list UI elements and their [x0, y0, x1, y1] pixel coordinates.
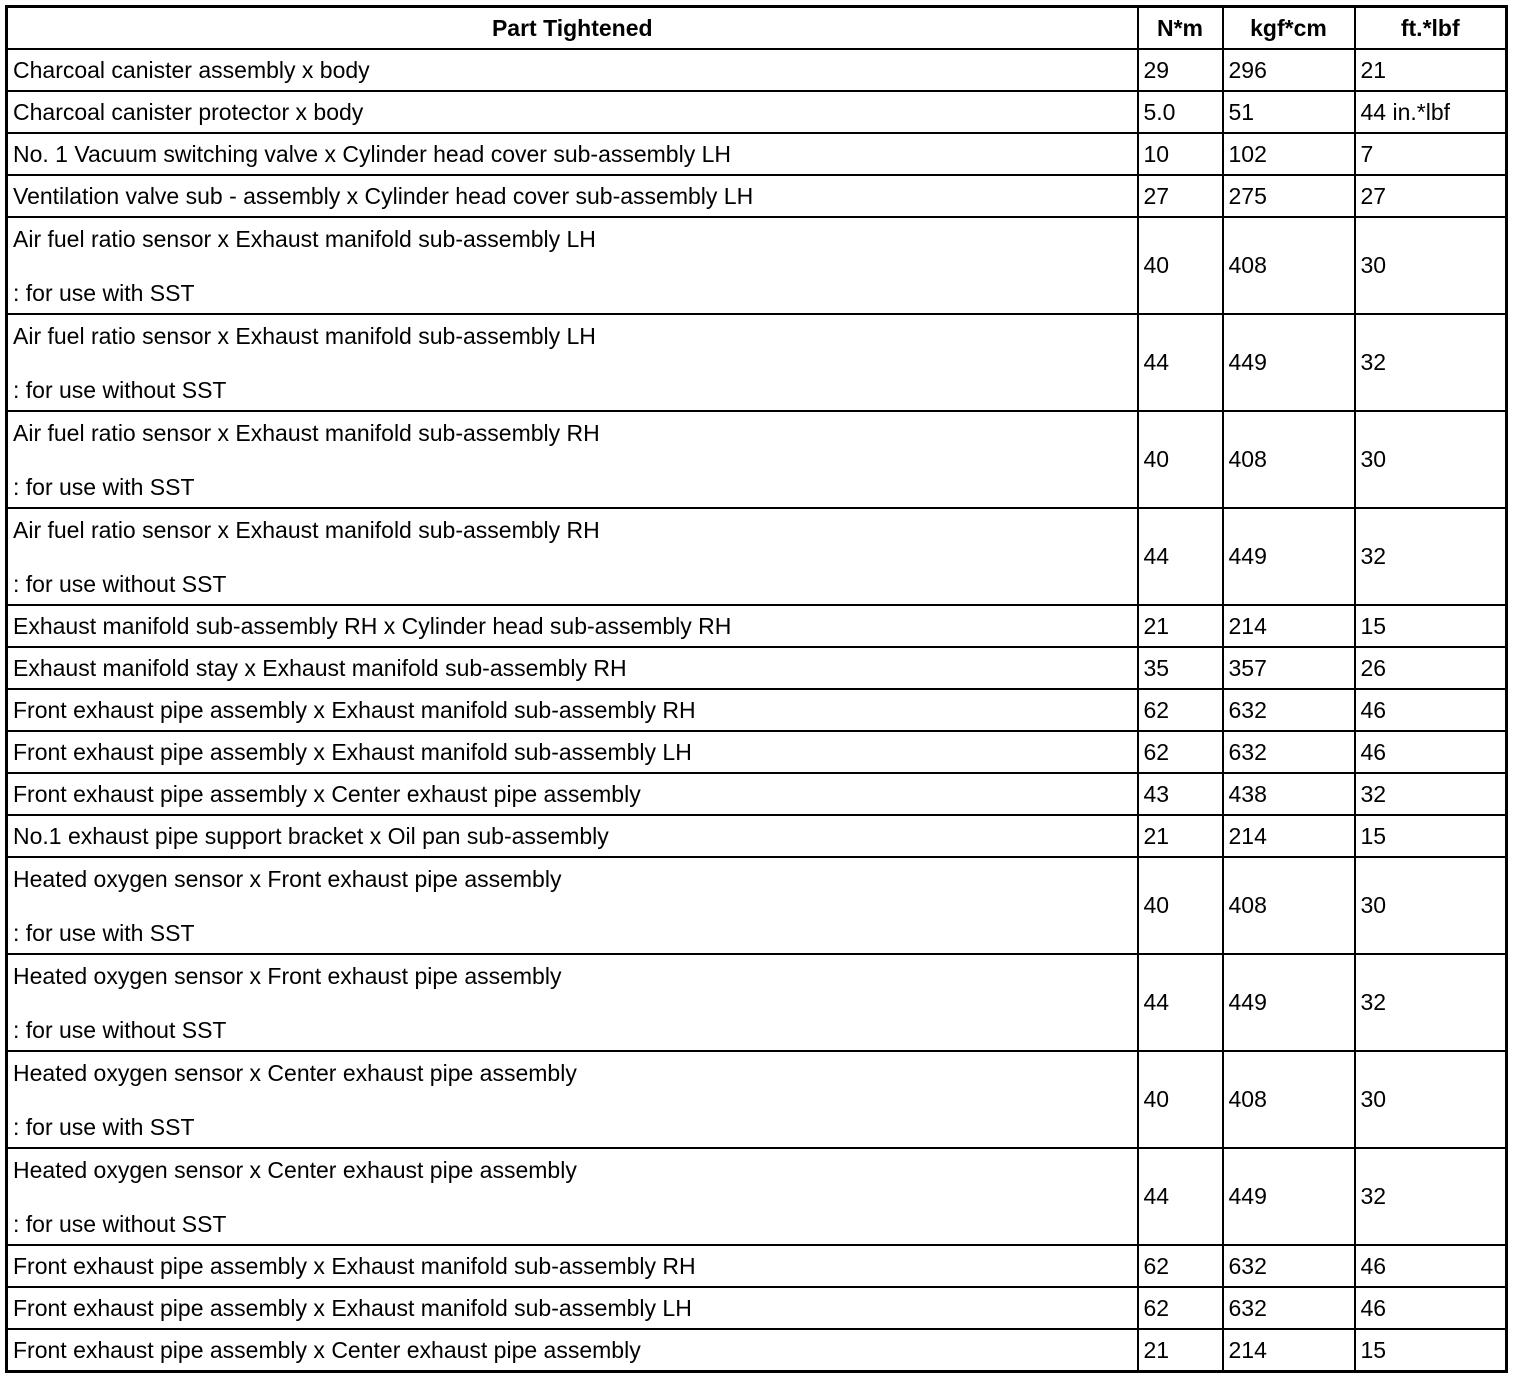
- cell-nm: 62: [1138, 1287, 1223, 1329]
- part-name: Air fuel ratio sensor x Exhaust manifold sub-assembly RH: [13, 516, 600, 543]
- cell-nm: 44: [1138, 954, 1223, 1051]
- table-row: [7, 49, 1507, 91]
- cell-kgf-cm: 214: [1223, 605, 1355, 647]
- table-row: [7, 91, 1507, 133]
- cell-part-tightened: No.1 exhaust pipe support bracket x Oil pan sub-assembly: [7, 815, 1138, 857]
- cell-kgf-cm: 296: [1223, 49, 1355, 91]
- cell-nm: 62: [1138, 1245, 1223, 1287]
- part-name: Air fuel ratio sensor x Exhaust manifold sub-assembly LH: [13, 225, 596, 252]
- cell-nm: 35: [1138, 647, 1223, 689]
- cell-nm: 40: [1138, 857, 1223, 954]
- cell-nm: 62: [1138, 731, 1223, 773]
- table-row: [7, 133, 1507, 175]
- cell-part-tightened: Exhaust manifold stay x Exhaust manifold sub-assembly RH: [7, 647, 1138, 689]
- cell-ft-lbf: 7: [1355, 133, 1507, 175]
- cell-kgf-cm: 438: [1223, 773, 1355, 815]
- cell-part-tightened: Ventilation valve sub - assembly x Cylinder head cover sub-assembly LH: [7, 175, 1138, 217]
- cell-nm: 29: [1138, 49, 1223, 91]
- table-row: [7, 605, 1507, 647]
- part-note: : for use without SST: [13, 570, 227, 597]
- cell-ft-lbf: 30: [1355, 411, 1507, 508]
- cell-part-tightened: Front exhaust pipe assembly x Exhaust manifold sub-assembly LH: [7, 731, 1138, 773]
- part-note: : for use without SST: [13, 1016, 227, 1043]
- cell-nm: 62: [1138, 689, 1223, 731]
- torque-spec-table: [5, 5, 1508, 1373]
- cell-ft-lbf: 32: [1355, 314, 1507, 411]
- table-row: [7, 1287, 1507, 1329]
- cell-nm: 44: [1138, 508, 1223, 605]
- table-row: [7, 815, 1507, 857]
- cell-nm: 40: [1138, 217, 1223, 314]
- cell-part-tightened: [7, 217, 1138, 314]
- cell-ft-lbf: 44 in.*lbf: [1355, 91, 1507, 133]
- table-row: [7, 1245, 1507, 1287]
- part-note: : for use with SST: [13, 473, 195, 500]
- cell-kgf-cm: 51: [1223, 91, 1355, 133]
- part-name: Heated oxygen sensor x Center exhaust pipe assembly: [13, 1059, 577, 1086]
- table-row: [7, 689, 1507, 731]
- part-note: : for use without SST: [13, 376, 227, 403]
- cell-ft-lbf: 32: [1355, 954, 1507, 1051]
- cell-ft-lbf: 46: [1355, 689, 1507, 731]
- cell-part-tightened: [7, 1148, 1138, 1245]
- table-row: [7, 217, 1507, 314]
- table-row: [7, 1148, 1507, 1245]
- cell-ft-lbf: 32: [1355, 508, 1507, 605]
- cell-kgf-cm: 449: [1223, 314, 1355, 411]
- cell-part-tightened: [7, 857, 1138, 954]
- cell-part-tightened: No. 1 Vacuum switching valve x Cylinder head cover sub-assembly LH: [7, 133, 1138, 175]
- cell-nm: 21: [1138, 1329, 1223, 1372]
- cell-kgf-cm: 449: [1223, 954, 1355, 1051]
- table-row: [7, 314, 1507, 411]
- cell-kgf-cm: 408: [1223, 411, 1355, 508]
- cell-nm: 5.0: [1138, 91, 1223, 133]
- header-kgf-cm: kgf*cm: [1223, 7, 1355, 50]
- cell-part-tightened: Front exhaust pipe assembly x Center exhaust pipe assembly: [7, 1329, 1138, 1372]
- cell-kgf-cm: 632: [1223, 689, 1355, 731]
- table-row: [7, 731, 1507, 773]
- part-note: : for use with SST: [13, 919, 195, 946]
- cell-ft-lbf: 46: [1355, 1245, 1507, 1287]
- cell-kgf-cm: 449: [1223, 1148, 1355, 1245]
- part-name: Heated oxygen sensor x Center exhaust pipe assembly: [13, 1156, 577, 1183]
- part-note: : for use without SST: [13, 1210, 227, 1237]
- cell-ft-lbf: 15: [1355, 815, 1507, 857]
- cell-part-tightened: Charcoal canister protector x body: [7, 91, 1138, 133]
- part-name: Heated oxygen sensor x Front exhaust pipe assembly: [13, 865, 562, 892]
- table-row: [7, 1329, 1507, 1372]
- table-row: [7, 1051, 1507, 1148]
- cell-kgf-cm: 408: [1223, 1051, 1355, 1148]
- cell-kgf-cm: 214: [1223, 1329, 1355, 1372]
- header-ft-lbf: ft.*lbf: [1355, 7, 1507, 50]
- table-row: [7, 647, 1507, 689]
- cell-ft-lbf: 32: [1355, 1148, 1507, 1245]
- cell-part-tightened: Front exhaust pipe assembly x Exhaust manifold sub-assembly RH: [7, 689, 1138, 731]
- cell-ft-lbf: 15: [1355, 1329, 1507, 1372]
- table-row: [7, 773, 1507, 815]
- cell-nm: 44: [1138, 1148, 1223, 1245]
- cell-nm: 44: [1138, 314, 1223, 411]
- part-note: : for use with SST: [13, 279, 195, 306]
- cell-ft-lbf: 27: [1355, 175, 1507, 217]
- table-header-row: [7, 7, 1507, 50]
- part-name: Heated oxygen sensor x Front exhaust pipe assembly: [13, 962, 562, 989]
- cell-kgf-cm: 102: [1223, 133, 1355, 175]
- cell-ft-lbf: 30: [1355, 1051, 1507, 1148]
- table-row: [7, 175, 1507, 217]
- table-body: [7, 49, 1507, 1372]
- part-note: : for use with SST: [13, 1113, 195, 1140]
- cell-kgf-cm: 275: [1223, 175, 1355, 217]
- cell-kgf-cm: 632: [1223, 1287, 1355, 1329]
- cell-ft-lbf: 46: [1355, 731, 1507, 773]
- cell-part-tightened: [7, 954, 1138, 1051]
- cell-part-tightened: Front exhaust pipe assembly x Center exhaust pipe assembly: [7, 773, 1138, 815]
- cell-nm: 27: [1138, 175, 1223, 217]
- part-name: Air fuel ratio sensor x Exhaust manifold sub-assembly LH: [13, 322, 596, 349]
- cell-part-tightened: [7, 411, 1138, 508]
- cell-nm: 21: [1138, 815, 1223, 857]
- cell-kgf-cm: 408: [1223, 217, 1355, 314]
- cell-ft-lbf: 46: [1355, 1287, 1507, 1329]
- cell-kgf-cm: 449: [1223, 508, 1355, 605]
- cell-nm: 10: [1138, 133, 1223, 175]
- cell-nm: 43: [1138, 773, 1223, 815]
- cell-part-tightened: [7, 1051, 1138, 1148]
- cell-part-tightened: Front exhaust pipe assembly x Exhaust manifold sub-assembly RH: [7, 1245, 1138, 1287]
- table-row: [7, 954, 1507, 1051]
- table-row: [7, 508, 1507, 605]
- cell-kgf-cm: 408: [1223, 857, 1355, 954]
- header-part-tightened: Part Tightened: [7, 7, 1138, 50]
- cell-kgf-cm: 357: [1223, 647, 1355, 689]
- part-name: Air fuel ratio sensor x Exhaust manifold sub-assembly RH: [13, 419, 600, 446]
- cell-nm: 40: [1138, 411, 1223, 508]
- cell-part-tightened: Exhaust manifold sub-assembly RH x Cylinder head sub-assembly RH: [7, 605, 1138, 647]
- cell-part-tightened: [7, 508, 1138, 605]
- cell-part-tightened: Charcoal canister assembly x body: [7, 49, 1138, 91]
- cell-part-tightened: Front exhaust pipe assembly x Exhaust manifold sub-assembly LH: [7, 1287, 1138, 1329]
- table-row: [7, 857, 1507, 954]
- header-nm: N*m: [1138, 7, 1223, 50]
- cell-ft-lbf: 30: [1355, 217, 1507, 314]
- cell-nm: 40: [1138, 1051, 1223, 1148]
- cell-ft-lbf: 30: [1355, 857, 1507, 954]
- cell-ft-lbf: 15: [1355, 605, 1507, 647]
- cell-ft-lbf: 21: [1355, 49, 1507, 91]
- cell-kgf-cm: 632: [1223, 731, 1355, 773]
- cell-kgf-cm: 632: [1223, 1245, 1355, 1287]
- cell-ft-lbf: 26: [1355, 647, 1507, 689]
- cell-part-tightened: [7, 314, 1138, 411]
- cell-ft-lbf: 32: [1355, 773, 1507, 815]
- cell-nm: 21: [1138, 605, 1223, 647]
- table-row: [7, 411, 1507, 508]
- cell-kgf-cm: 214: [1223, 815, 1355, 857]
